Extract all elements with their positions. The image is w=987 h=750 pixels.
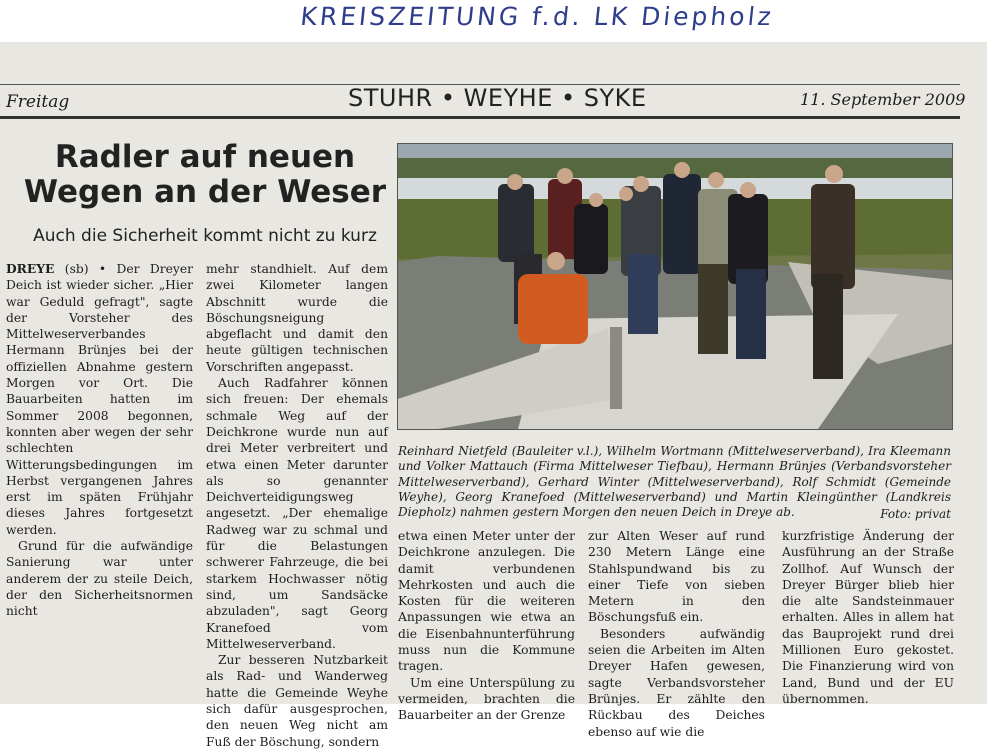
paragraph: Grund für die aufwändige Sanierung war unter anderem der zu steile Deich, der den Sicherheitsnormen nicht [6, 539, 193, 619]
article-column-2 [206, 261, 388, 750]
paragraph: Um eine Unterspülung zu vermeiden, brachten die Bauarbeiter an der Grenze [398, 675, 575, 723]
paragraph: Auch Radfahrer können sich freuen: Der ehemals schmale Weg auf der Deichkrone wurde nun auf drei Meter verbreitert und etwa einen Meter darunter als so genannter Deichverteidigungsweg angesetzt. „Der ehemalige Radweg war zu schmal und für die Belastungen schwerer Fahrzeuge, die bei starkem Hochwasser nötig sind, um Sandsäcke abzuladen", sagt Georg Kranefoed vom Mittelweserverband. [206, 376, 388, 651]
paragraph-text: Der Dreyer Deich ist wieder sicher. „Hier war Geduld gefragt", sagte der Vorsteher des Mittelweserverbandes Hermann Brünjes bei der offiziellen Abnahme gestern Morgen vor Ort. Die Bauarbeiten hatten im Sommer 2008 begonnen, konnten aber wegen der sehr schlechten Witterungsbedingungen im Herbst vergangenen Jahres erst im späten Frühjahr dieses Jahres fortgesetzt werden. [6, 262, 193, 537]
article-column-1 [6, 261, 193, 620]
lead-paragraph [6, 261, 193, 538]
headline-line-2: Wegen an der Weser [23, 174, 387, 210]
handwritten-source-note: KREISZEITUNG f.d. LK Diepholz [298, 2, 776, 31]
headline-line-1: Radler auf neuen [54, 139, 356, 175]
article-column-4 [588, 528, 765, 740]
article-headline [20, 140, 390, 210]
photo-image [398, 144, 952, 429]
article-subheadline: Auch die Sicherheit kommt nicht zu kurz [33, 226, 377, 246]
paragraph: kurzfristige Änderung der Ausführung an der Straße Zollhof. Auf Wunsch der Dreyer Bürger blieb hier die alte Sandsteinmauer erhalten. Alles in allem hat das Bauprojekt rund drei Millionen Euro gekostet. Die Finanzierung wird von Land, Bund und der EU übernommen. [782, 529, 954, 706]
author-tag: (sb) • [64, 262, 107, 276]
paragraph: zur Alten Weser auf rund 230 Metern Länge eine Stahlspundwand bis zu einer Tiefe von sieben Metern in den Böschungsfuß ein. [588, 529, 765, 625]
paragraph: etwa einen Meter unter der Deichkrone anzulegen. Die damit verbundenen Mehrkosten und auch die Kosten für die weiteren Anpassungen wie etwa an die Eisenbahnunterführung muss nun die Kommune tragen. [398, 529, 575, 674]
paragraph: Zur besseren Nutzbarkeit als Rad- und Wanderweg hatte die Gemeinde Weyhe sich dafür ausgesprochen, den neuen Weg nicht am Fuß der Böschung, sondern [206, 653, 388, 749]
photo-caption [398, 444, 951, 520]
masthead-day: Freitag [6, 92, 70, 112]
paragraph: Besonders aufwändig seien die Arbeiten im Alten Dreyer Hafen gewesen, sagte Verbandsvorsteher Brünjes. Er zählte den Rückbau des Deiches ebenso auf wie die [588, 626, 765, 739]
photo-credit: Foto: privat [880, 507, 951, 522]
caption-text: Reinhard Nietfeld (Bauleiter v.l.), Wilhelm Wortmann (Mittelweserverband), Ira Kleemann und Volker Mattauch (Firma Mittelweser Tiefbau), Hermann Brünjes (Verbandsvorsteher Mittelweserverband), Gerhard Winter (Mittelweserverband), Rolf Schmidt (Gemeinde Weyhe), Georg Kranefoed (Mittelweserverband) und Martin Kleingünther (Landkreis Diepholz) nahmen gestern Morgen den neuen Deich in Dreye ab. [398, 444, 951, 520]
article-photo [397, 143, 953, 430]
article-column-3 [398, 528, 575, 724]
dateline: DREYE [6, 261, 55, 276]
article-column-5 [782, 528, 954, 707]
masthead-date: 11. September 2009 [800, 90, 966, 109]
masthead-rule [0, 116, 960, 119]
paragraph: mehr standhielt. Auf dem zwei Kilometer langen Abschnitt wurde die Böschungsneigung abgeflacht und damit den heute gültigen technischen Vorschriften angepasst. [206, 262, 388, 374]
masthead-section: STUHR • WEYHE • SYKE [348, 84, 647, 112]
